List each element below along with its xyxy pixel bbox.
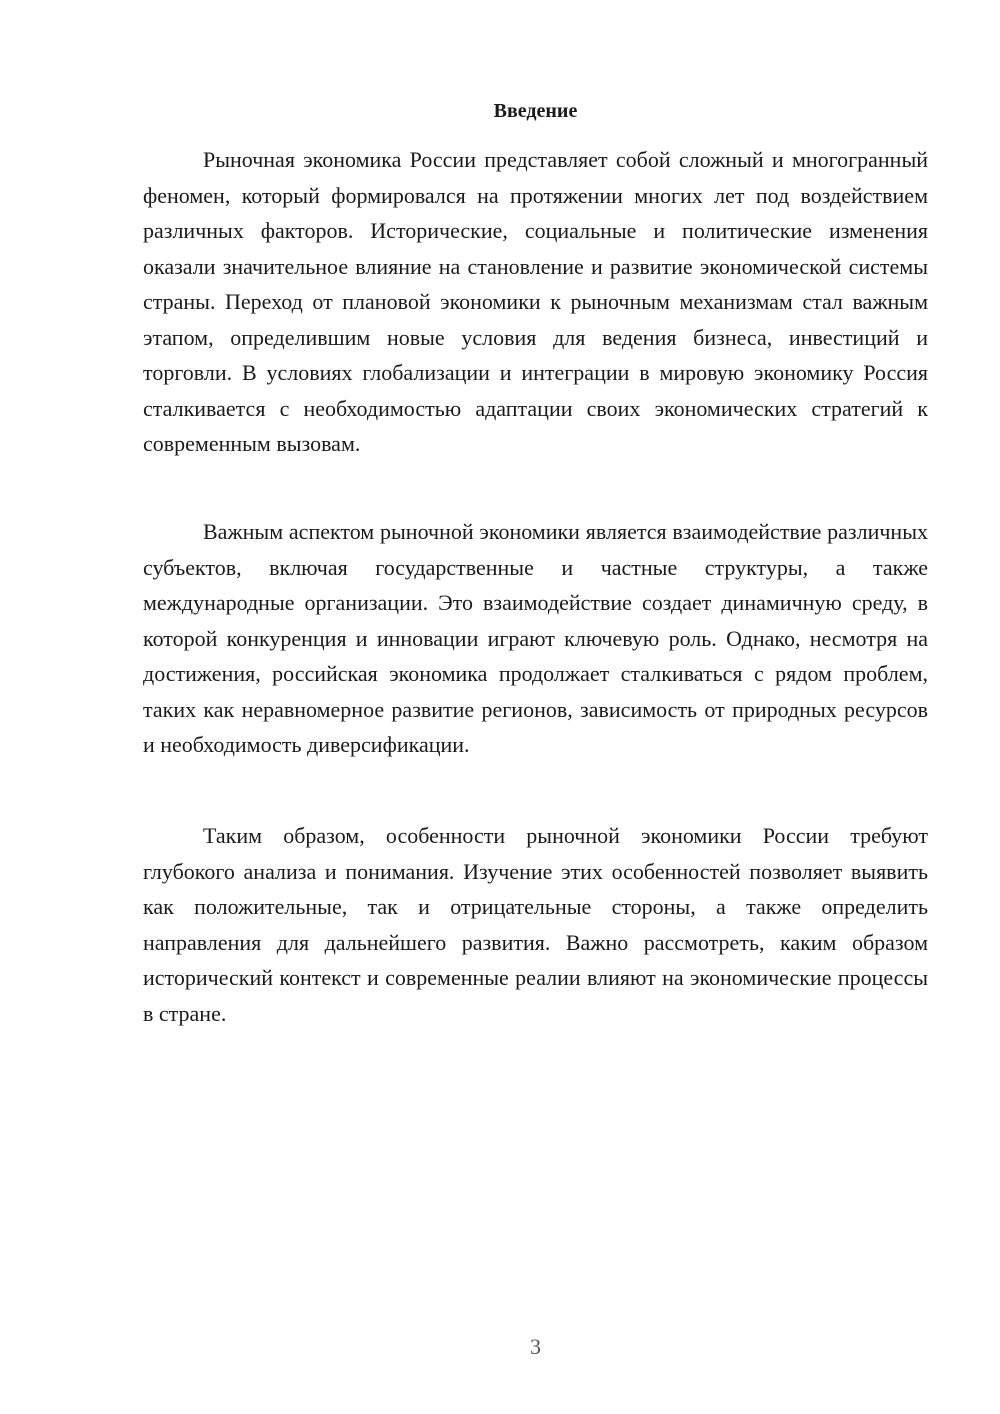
page-number: 3: [530, 1334, 541, 1359]
paragraph-1: Рыночная экономика России представляет собой сложный и многогранный феномен, который формировался на протяжении многих лет под воздействием различных факторов. Исторические, социальные и политические изменения оказали значительное влияние на становление и развитие экономической системы страны. Переход от плановой экономики к рыночным механизмам стал важным этапом, определившим новые условия для ведения бизнеса, инвестиций и торговли. В условиях глобализации и интеграции в мировую экономику Россия сталкивается с необходимостью адаптации своих экономических стратегий к современным вызовам.: [143, 147, 928, 456]
paragraph-2: Важным аспектом рыночной экономики является взаимодействие различных субъектов, включая государственные и частные структуры, а также международные организации. Это взаимодействие создает динамичную среду, в которой конкуренция и инновации играют ключевую роль. Однако, несмотря на достижения, российская экономика продолжает сталкиваться с рядом проблем, таких как неравномерное развитие регионов, зависимость от природных ресурсов и необходимость диверсификации.: [143, 519, 928, 757]
section-heading: Введение: [493, 100, 578, 122]
paragraph-3: Таким образом, особенности рыночной экономики России требуют глубокого анализа и понимания. Изучение этих особенностей позволяет выявить как положительные, так и отрицательные стороны, а также определить направления для дальнейшего развития. Важно рассмотреть, каким образом исторический контекст и современные реалии влияют на экономические процессы в стране.: [143, 823, 928, 1026]
